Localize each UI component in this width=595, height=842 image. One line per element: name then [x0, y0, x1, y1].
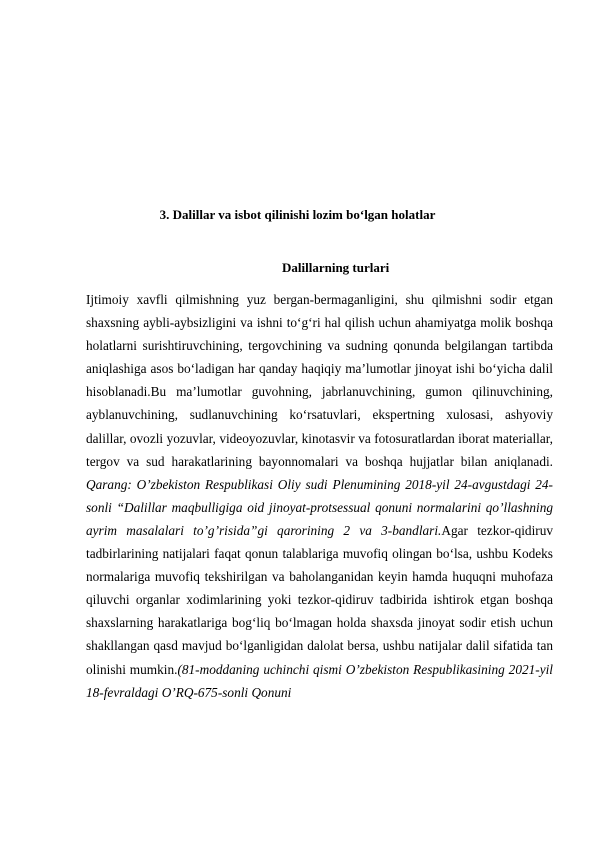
reference-citation-1: Qarang: O’zbekiston Respublikasi Oliy sudi Plenumining 2018-yil 24-avgustdagi 24-sonli “Dalillar maqbulligiga oid jinoyat-protsessual qonuni normalarini qo’llashning ayrim masalalari to’g’risida”gi qarorining 2 va 3-bandlari.	[86, 476, 553, 538]
subheading: Dalillarning turlari	[282, 260, 390, 275]
section-title: 3. Dalillar va isbot qilinishi lozim bo‘lgan holatlar	[159, 207, 436, 222]
paragraph-text-part2: Agar tezkor-qidiruv tadbirlarining natijalari faqat qonun talablariga muvofiq olingan bo‘lsa, ushbu Kodeks normalariga muvofiq tekshirilgan va baholanganidan keyin hamda huquqni muhofaza qiluvchi organlar xodimlarining yoki tezkor-qidiruv tadbirida ishtirok etgan boshqa shaxslarning harakatlariga bog‘liq bo‘lmagan holda shaxsda jinoyat sodir etish uchun shakllangan qasd mavjud bo‘lganligidan dalolat bersa, ushbu natijalar dalil sifatida tan olinishi mumkin.	[86, 522, 553, 677]
paragraph-text-part1: Ijtimoiy xavfli qilmishning yuz bergan-bermaganligini, shu qilmishni sodir etgan shaxsning aybli-aybsizligini va ishni to‘g‘ri hal qilish uchun ahamiyatga molik boshqa holatlarni surishtiruvchining, tergovchining va sudning qonunda belgilangan tartibda aniqlashiga asos bo‘ladigan har qanday haqiqiy ma’lumotlar jinoyat ishi bo‘yicha dalil hisoblanadi.Bu ma’lumotlar guvohning, jabrlanuvchining, gumon qilinuvchining, ayblanuvchining, sudlanuvchining ko‘rsatuvlari, ekspertning xulosasi, ashyoviy dalillar, ovozli yozuvlar, videoyozuvlar, kinotasvir va fotosuratlardan iborat materiallar, tergov va sud harakatlarining bayonnomalari va boshqa hujjatlar bilan aniqlanadi.	[86, 292, 553, 469]
reference-citation-2: (81-moddaning uchinchi qismi O’zbekiston Respublikasining 2021-yil 18-fevraldagi O’RQ-675-sonli Qonuni	[86, 661, 553, 700]
body-paragraph	[86, 288, 553, 704]
